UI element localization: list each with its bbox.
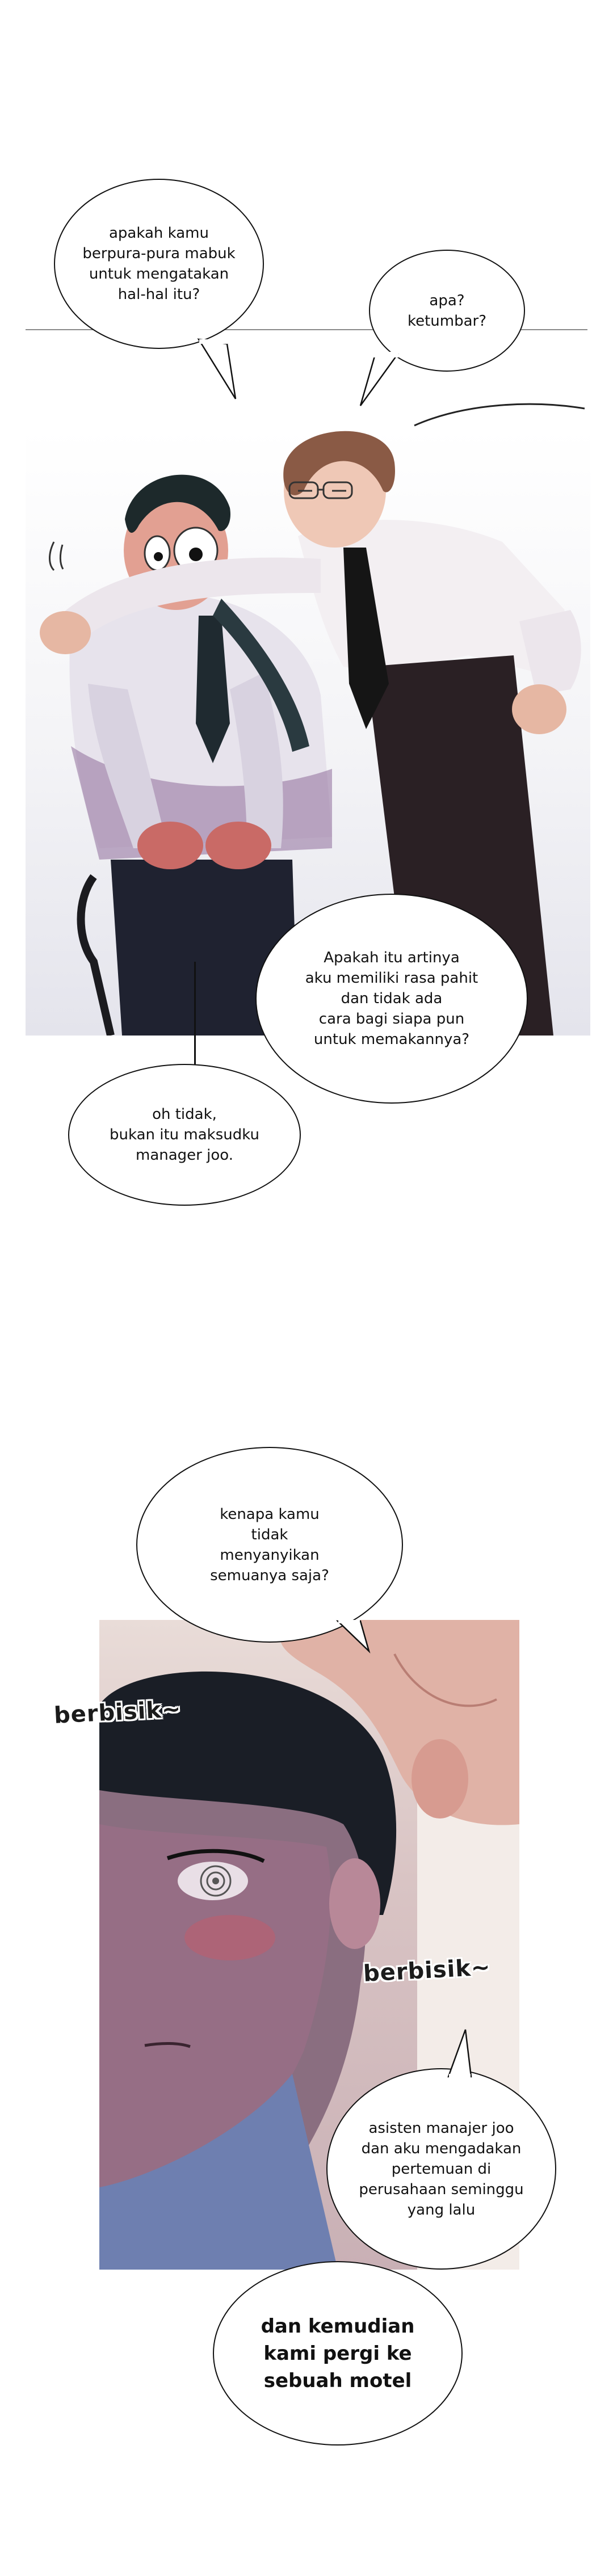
speech-bubble-5-text: kenapa kamu tidak menyanyikan semuanya saja? <box>210 1505 329 1584</box>
speech-bubble-5 <box>136 1447 403 1643</box>
speech-bubble-4 <box>68 1064 301 1206</box>
speech-bubble-3-text: Apakah itu artinya aku memiliki rasa pahit dan tidak ada cara bagi siapa pun untuk memakannya? <box>305 949 478 1048</box>
whisper-sound-effect-1: berbisik~ <box>53 1696 182 1729</box>
speech-bubble-6 <box>326 2068 556 2270</box>
speech-bubble-1 <box>54 179 264 349</box>
speech-bubble-2-text: apa? ketumbar? <box>407 292 487 330</box>
speech-bubble-7-text: dan kemudian kami pergi ke sebuah motel <box>261 2314 415 2392</box>
speech-bubble-4-tail-line <box>194 962 196 1070</box>
speech-bubble-1-tail <box>196 339 241 402</box>
motion-arc-line <box>409 397 590 431</box>
whisper-sound-effect-2: berbisik~ <box>362 1954 492 1987</box>
speech-bubble-5-tail <box>335 1620 375 1654</box>
speech-bubble-2-tail <box>358 352 403 409</box>
speech-bubble-3 <box>255 894 528 1104</box>
speech-bubble-6-tail <box>443 2028 477 2080</box>
speech-bubble-6-text: asisten manajer joo dan aku mengadakan pertemuan di perusahaan seminggu yang lalu <box>359 2119 524 2219</box>
speech-bubble-4-text: oh tidak, bukan itu maksudku manager joo. <box>110 1106 259 1164</box>
speech-bubble-7 <box>213 2261 463 2445</box>
speech-bubble-1-text: apakah kamu berpura-pura mabuk untuk mengatakan hal-hal itu? <box>82 225 236 303</box>
